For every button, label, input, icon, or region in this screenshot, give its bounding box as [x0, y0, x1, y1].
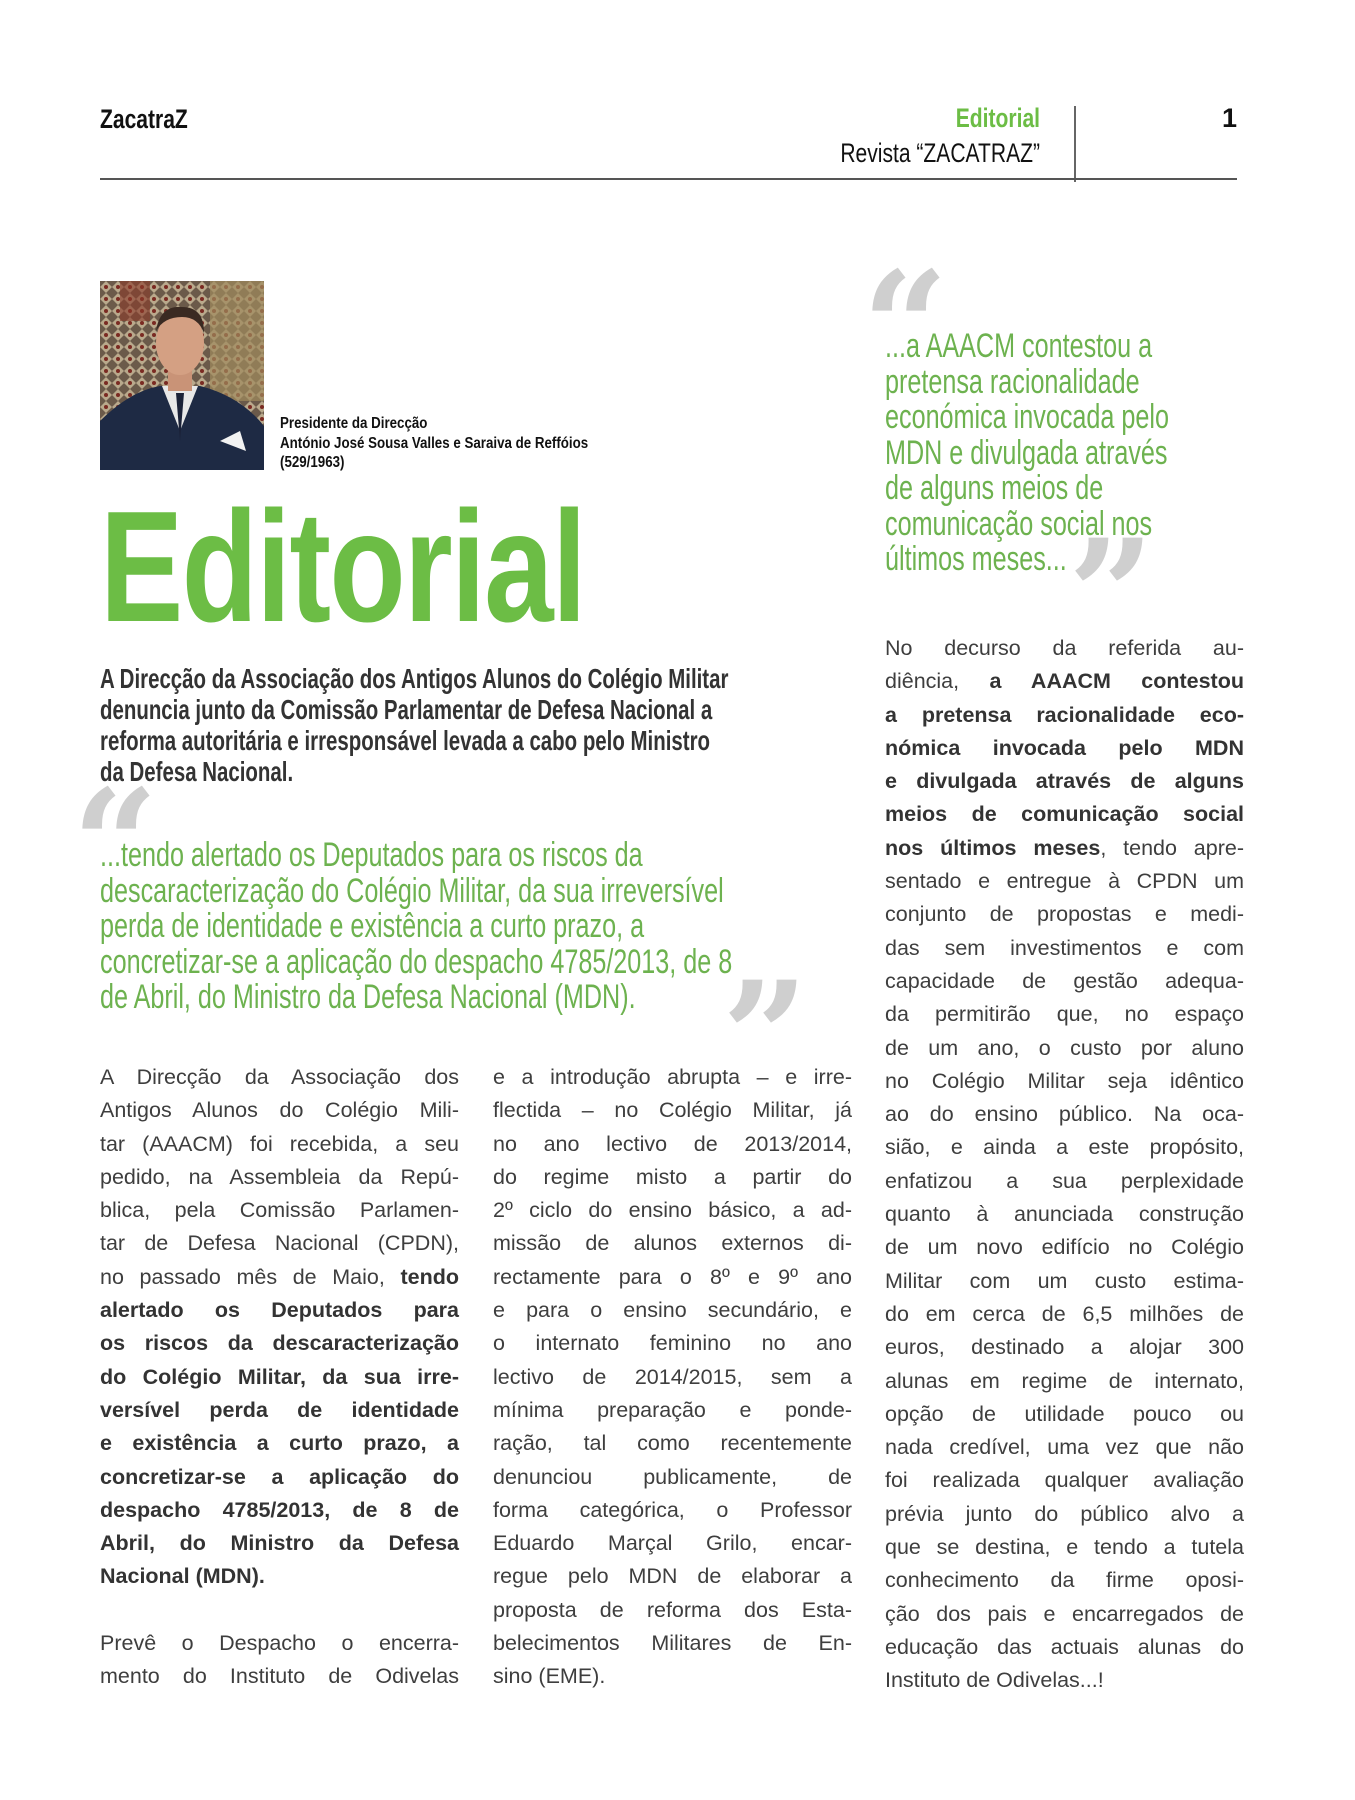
bold-text: e existência a curto prazo, a [100, 1431, 459, 1456]
section-name: Editorial [955, 103, 1040, 133]
caption-name: António José Sousa Valles e Saraiva de Reffóios [280, 434, 589, 452]
body-line: A Direcção da Associação dos [100, 1065, 459, 1089]
body-line: belecimentos Militares de En- [493, 1631, 852, 1656]
body-line: e para o ensino secundário, e [493, 1298, 852, 1323]
intro-line: reforma autoritária e irresponsável levada a cabo pelo Ministro [100, 725, 711, 756]
pull-quote-line: concretizar-se a aplicação do despacho 4785/2013, de 8 [100, 942, 733, 981]
magazine-brand: ZacatraZ [100, 104, 188, 134]
pull-quote-1 [100, 838, 732, 1016]
page-title: Editorial [100, 479, 586, 655]
bold-text: alertado os Deputados para [100, 1298, 459, 1323]
body-line: Militar com um custo estima- [885, 1268, 1244, 1293]
body-line: o internato feminino no ano [493, 1331, 852, 1356]
body-line: ao do ensino público. Na oca- [885, 1102, 1244, 1127]
body-line [100, 1461, 459, 1494]
body-line: Prevê o Despacho o encerra- [100, 1631, 459, 1656]
body-line: denunciou publicamente, de [493, 1464, 852, 1489]
body-line: no ano lectivo de 2013/2014, [493, 1131, 852, 1156]
body-line: do em cerca de 6,5 milhões de [885, 1301, 1244, 1326]
bold-text: nómica invocada pelo MDN [885, 735, 1244, 760]
body-line: sino (EME). [493, 1664, 606, 1689]
pull-quote-line: de alguns meios de [885, 469, 1104, 507]
body-line: 2º ciclo do ensino básico, a ad- [493, 1198, 852, 1223]
body-line: conjunto de propostas e medi- [885, 902, 1244, 927]
body-line [100, 1394, 459, 1427]
bold-text: tendo [400, 1264, 459, 1289]
body-line [885, 665, 1244, 698]
body-line [885, 832, 1244, 865]
text: , tendo apre- [1100, 835, 1244, 860]
body-line: forma categórica, o Professor [493, 1497, 852, 1522]
body-line: das sem investimentos e com [885, 935, 1244, 960]
body-line: tar (AAACM) foi recebida, a seu [100, 1131, 459, 1156]
pull-quote-line: de Abril, do Ministro da Defesa Nacional (MDN). [100, 978, 636, 1016]
close-quote-icon: ” [722, 949, 809, 1125]
pull-quote-line: comunicação social nos [885, 504, 1153, 543]
body-line [100, 1427, 459, 1460]
body-line: ração, tal como recentemente [493, 1431, 852, 1456]
body-line: sião, e ainda a este propósito, [885, 1135, 1244, 1160]
body-line: quanto à anunciada construção [885, 1202, 1244, 1227]
bold-text: concretizar-se a aplicação do [100, 1464, 459, 1489]
body-line [100, 1594, 459, 1627]
body-line: conhecimento da firme oposi- [885, 1568, 1244, 1593]
photo-caption [280, 414, 588, 473]
body-line: euros, destinado a alojar 300 [885, 1335, 1244, 1360]
body-line: No decurso da referida au- [885, 636, 1244, 660]
president-photo [100, 281, 264, 470]
body-line [100, 1361, 459, 1394]
body-column-2 [493, 1061, 852, 1694]
pull-quote-line: descaracterização do Colégio Militar, da sua irreversível [100, 871, 724, 910]
body-line: Eduardo Marçal Grilo, encar- [493, 1531, 852, 1556]
pull-quote-line: económica invocada pelo [885, 398, 1169, 436]
caption-number: (529/1963) [280, 454, 345, 471]
body-line: no Colégio Militar seja idêntico [885, 1068, 1244, 1093]
bold-text: Abril, do Ministro da Defesa [100, 1531, 459, 1556]
body-line: lectivo de 2014/2015, sem a [493, 1364, 852, 1389]
text: no passado mês de Maio, [100, 1264, 401, 1289]
body-line [100, 1294, 459, 1327]
body-column-3 [885, 632, 1244, 1698]
bold-text: meios de comunicação social [885, 802, 1244, 827]
intro-lead [100, 663, 728, 787]
body-line: mento do Instituto de Odivelas [100, 1664, 459, 1689]
bold-text: a pretensa racionalidade eco- [885, 702, 1244, 727]
bold-text: e divulgada através de alguns [885, 769, 1244, 794]
intro-line: da Defesa Nacional. [100, 756, 294, 787]
body-line: capacidade de gestão adequa- [885, 968, 1244, 993]
body-line: Antigos Alunos do Colégio Mili- [100, 1098, 459, 1123]
body-line: alunas em regime de internato, [885, 1368, 1244, 1393]
pull-quote-line: ...a AAACM contestou a [885, 327, 1153, 365]
header-rule [100, 178, 1237, 180]
body-line: educação das actuais alunas do [885, 1634, 1244, 1659]
header-divider [1074, 106, 1076, 182]
body-line [100, 1261, 459, 1294]
body-line [100, 1494, 459, 1527]
body-line [100, 1560, 459, 1593]
body-line: opção de utilidade pouco ou [885, 1401, 1244, 1426]
body-line: nada credível, uma vez que não [885, 1435, 1244, 1460]
pull-quote-line: MDN e divulgada através [885, 433, 1168, 472]
body-line: Instituto de Odivelas...! [885, 1668, 1104, 1693]
pull-quote-line: perda de identidade e existência a curto prazo, a [100, 907, 645, 945]
body-line: de um ano, o custo por aluno [885, 1035, 1244, 1060]
body-line [885, 798, 1244, 831]
pull-quote-line: últimos meses... [885, 540, 1067, 578]
body-line: do regime misto a partir do [493, 1164, 852, 1189]
body-column-1 [100, 1061, 459, 1694]
body-line: regue pelo MDN de elaborar a [493, 1564, 852, 1589]
pull-quote-line: pretensa racionalidade [885, 362, 1140, 401]
page-number: 1 [1222, 103, 1238, 133]
body-line: foi realizada qualquer avaliação [885, 1468, 1244, 1493]
body-line: da permitirão que, no espaço [885, 1002, 1244, 1027]
body-line [100, 1527, 459, 1560]
body-line: missão de alunos externos di- [493, 1231, 852, 1256]
close-quote-icon: ” [1068, 507, 1155, 683]
body-line: que se destina, e tendo a tutela [885, 1535, 1244, 1560]
bold-text: do Colégio Militar, da sua irre- [100, 1364, 459, 1389]
body-line [100, 1327, 459, 1360]
bold-text: os riscos da descaracterização [100, 1331, 459, 1356]
caption-role: Presidente da Direcção [280, 415, 428, 432]
body-line: ção dos pais e encarregados de [885, 1601, 1244, 1626]
open-quote-icon: “ [72, 757, 159, 933]
text: diência, [885, 669, 990, 694]
body-line: flectida – no Colégio Militar, já [493, 1098, 852, 1123]
body-line: proposta de reforma dos Esta- [493, 1597, 852, 1622]
body-line: sentado e entregue à CPDN um [885, 869, 1244, 894]
body-line: de um novo edifício no Colégio [885, 1235, 1244, 1260]
body-line: e a introdução abrupta – e irre- [493, 1065, 852, 1089]
body-line: prévia junto do público alvo a [885, 1501, 1244, 1526]
bold-text: Nacional (MDN). [100, 1564, 265, 1589]
bold-text: a AAACM contestou [989, 669, 1244, 694]
open-quote-icon: “ [862, 239, 949, 415]
bold-text: nos últimos meses [885, 835, 1101, 860]
bold-text: despacho 4785/2013, de 8 de [100, 1497, 459, 1522]
bold-text: versível perda de identidade [100, 1397, 459, 1422]
body-line: pedido, na Assembleia da Repú- [100, 1164, 459, 1189]
body-line [885, 765, 1244, 798]
body-line: enfatizou a sua perplexidade [885, 1168, 1244, 1193]
body-line [885, 699, 1244, 732]
body-line: mínima preparação e ponde- [493, 1397, 852, 1422]
intro-line: A Direcção da Associação dos Antigos Alunos do Colégio Militar [100, 663, 729, 694]
magazine-title: Revista “ZACATRAZ” [840, 138, 1040, 168]
body-line: rectamente para o 8º e 9º ano [493, 1264, 852, 1289]
body-line: tar de Defesa Nacional (CPDN), [100, 1231, 459, 1256]
body-line [885, 732, 1244, 765]
body-line: blica, pela Comissão Parlamen- [100, 1198, 459, 1223]
pull-quote-line: ...tendo alertado os Deputados para os riscos da [100, 836, 643, 874]
intro-line: denuncia junto da Comissão Parlamentar de Defesa Nacional a [100, 694, 713, 725]
